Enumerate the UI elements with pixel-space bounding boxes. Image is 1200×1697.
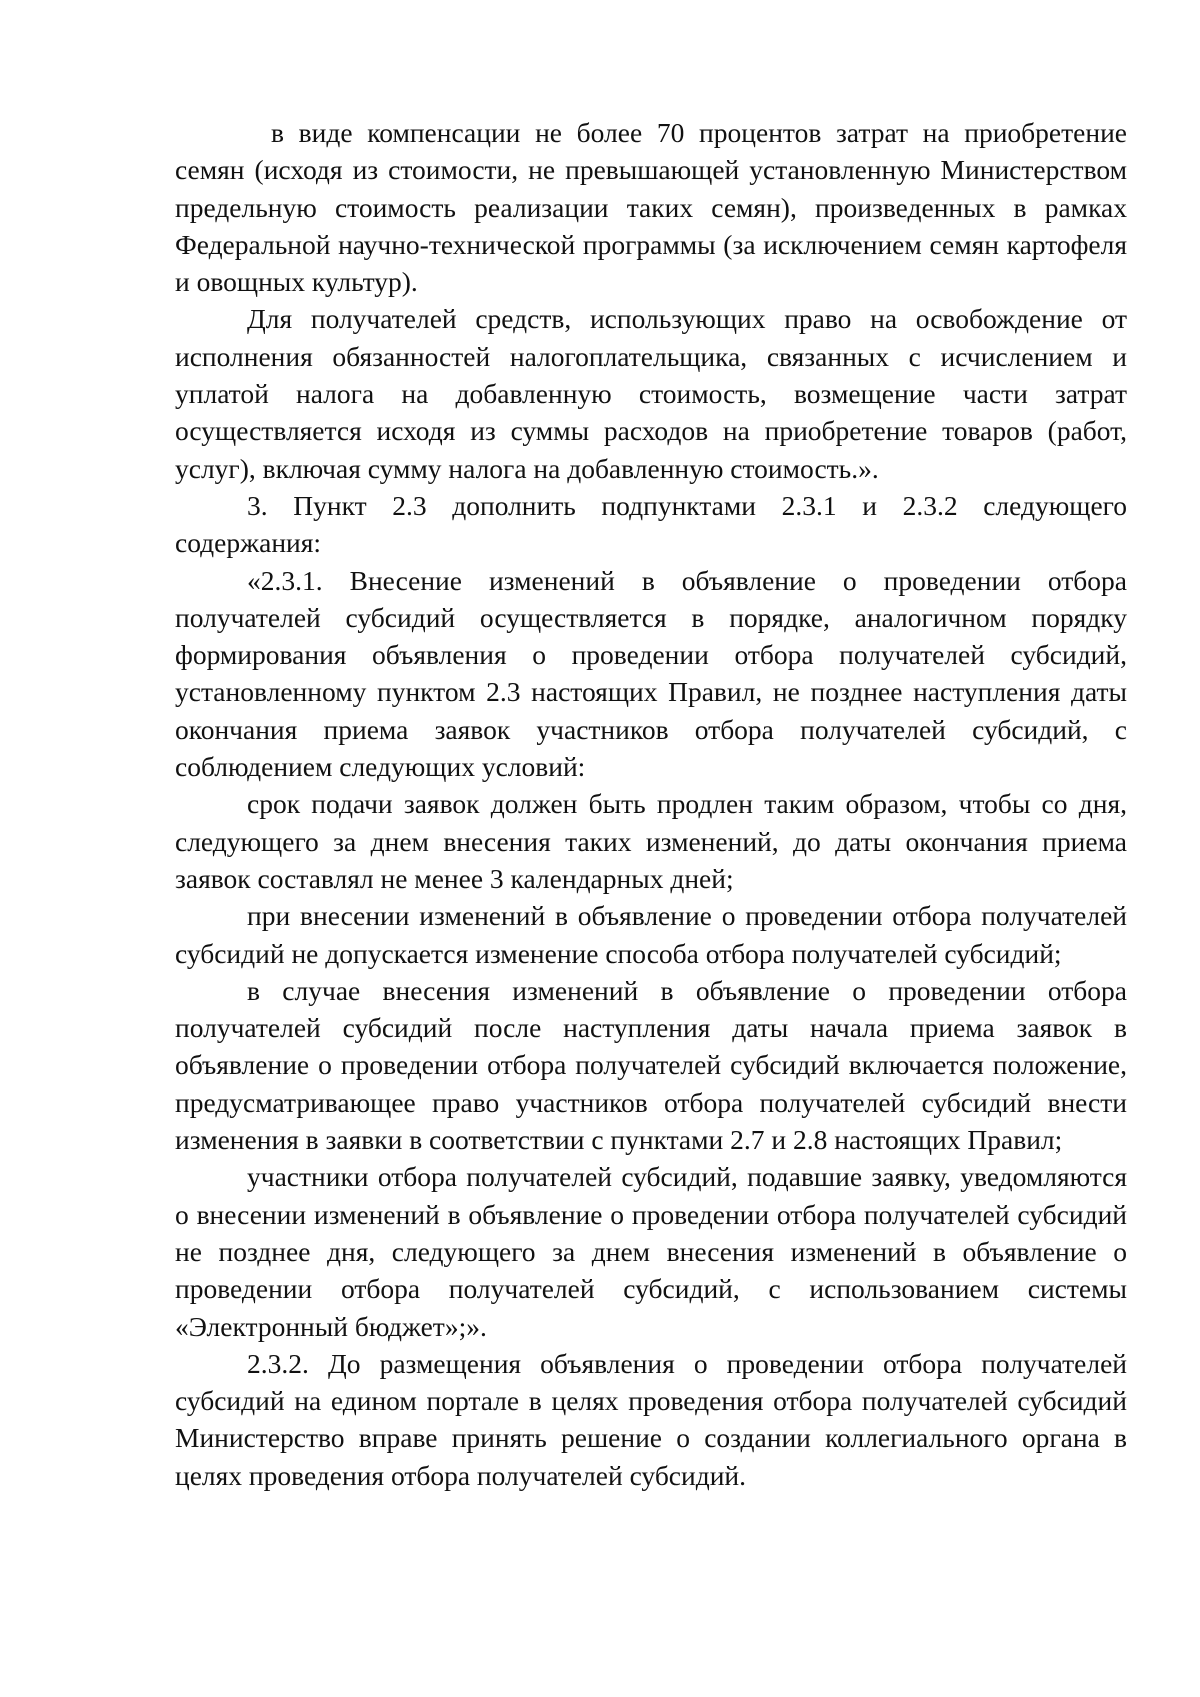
paragraph-vat-exemption: Для получателей средств, использующих право на освобождение от исполнения обязанностей налогоплательщика, связанных с исчислением и уплатой налога на добавленную стоимость, возмещение части затрат осуществляется исходя из суммы расходов на приобретение товаров (работ, услуг), включая сумму налога на добавленную стоимость.». [175,303,1127,484]
paragraph-participant-notification: участники отбора получателей субсидий, подавшие заявку, уведомляются о внесении изменений в объявление о проведении отбора получателей субсидий не позднее дня, следующего за днем внесения изменений в объявление о проведении отбора получателей субсидий, с использованием системы «Электронный бюджет»;». [175,1161,1127,1342]
paragraph-selection-method: при внесении изменений в объявление о проведении отбора получателей субсидий не допускается изменение способа отбора получателей субсидий; [175,900,1127,969]
paragraph-2-3-2: 2.3.2. До размещения объявления о проведении отбора получателей субсидий на едином портале в целях проведения отбора получателей субсидий Министерство вправе принять решение о создании коллегиального органа в целях проведения отбора получателей субсидий. [175,1347,1127,1491]
paragraph-compensation-seeds: в виде компенсации не более 70 процентов затрат на приобретение семян (исходя из стоимости, не превышающей установленную Министерством предельную стоимость реализации таких семян), произведенных в рамках Федеральной научно-технической программы (за исключением семян картофеля и овощных культур). [175,117,1127,298]
paragraph-amendment-point-3: 3. Пункт 2.3 дополнить подпунктами 2.3.1 и 2.3.2 следующего содержания: [175,489,1127,559]
paragraph-deadline-extension: срок подачи заявок должен быть продлен таким образом, чтобы со дня, следующего за днем внесения таких изменений, до даты окончания приема заявок составлял не менее 3 календарных дней; [175,788,1127,894]
document-body [175,114,1127,1494]
paragraph-application-changes: в случае внесения изменений в объявление о проведении отбора получателей субсидий после наступления даты начала приема заявок в объявление о проведении отбора получателей субсидий включается положение, предусматривающее право участников отбора получателей субсидий внести изменения в заявки в соответствии с пунктами 2.7 и 2.8 настоящих Правил; [175,974,1127,1156]
paragraph-2-3-1: «2.3.1. Внесение изменений в объявление о проведении отбора получателей субсидий осуществляется в порядке, аналогичном порядку формирования объявления о проведении отбора получателей субсидий, установленному пунктом 2.3 настоящих Правил, не позднее наступления даты окончания приема заявок участников отбора получателей субсидий, с соблюдением следующих условий: [175,564,1127,783]
